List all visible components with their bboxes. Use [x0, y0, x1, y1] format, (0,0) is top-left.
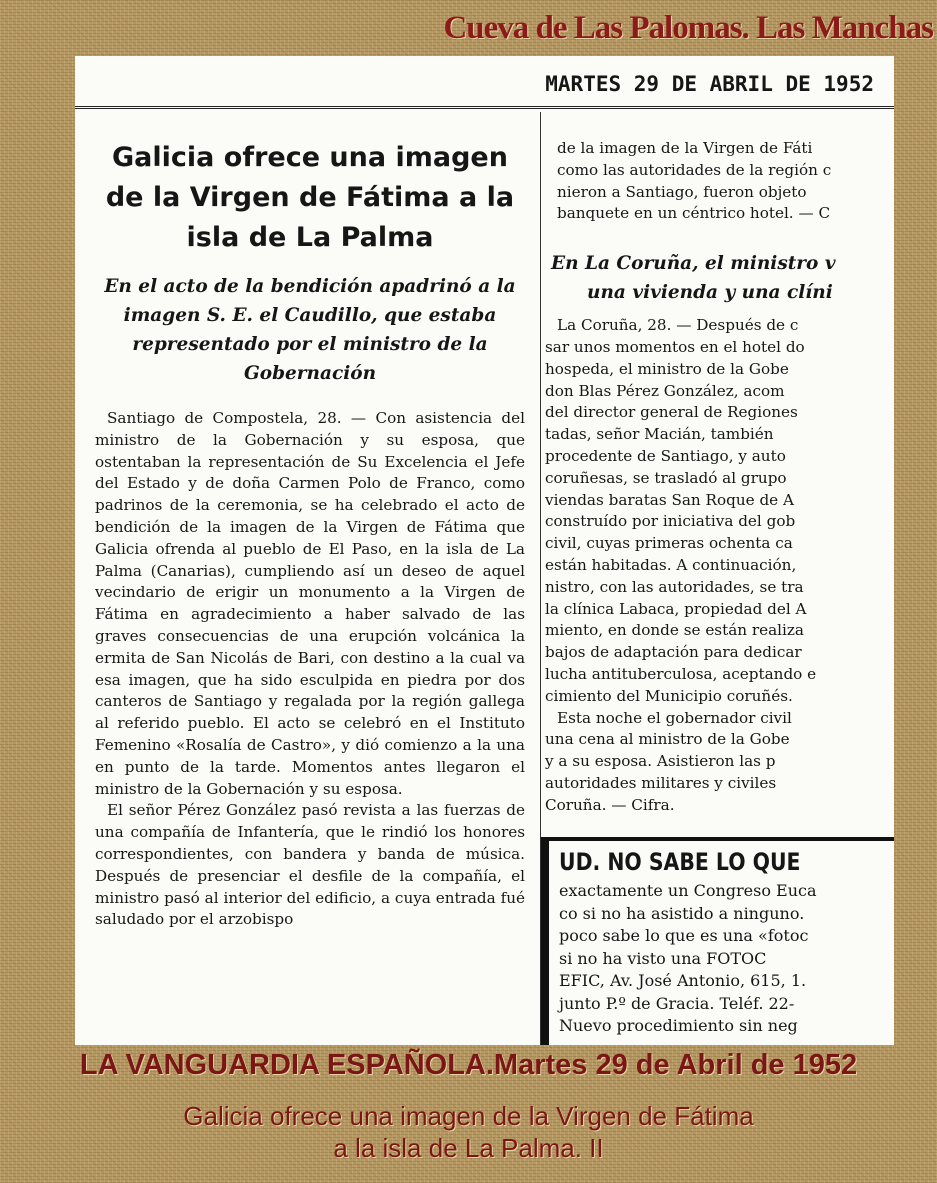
text-line: de la imagen de la Virgen de Fáti: [557, 139, 813, 157]
article-subhead: En el acto de la bendición apadrinó a la imagen S. E. el Caudillo, que estaba representado por el ministro de la Gobernación: [104, 276, 516, 384]
text-line: nistro, con las autoridades, se tra: [545, 577, 804, 596]
text-line: nieron a Santiago, fueron objeto: [557, 182, 807, 201]
continued-text: [545, 138, 894, 225]
overlay-caption: [0, 1046, 937, 1164]
text-line: junto P.º de Gracia. Teléf. 22-: [559, 993, 795, 1013]
text-line: bajos de adaptación para dedicar: [545, 643, 802, 662]
article-column-left: [95, 138, 525, 931]
text-line: Esta noche el gobernador civil: [557, 708, 792, 727]
text-line: civil, cuyas primeras ochenta ca: [545, 534, 793, 553]
overlay-title: Cueva de Las Palomas. Las Manchas: [443, 10, 933, 46]
text-line: como las autoridades de la región c: [557, 160, 832, 179]
second-article-headline: [551, 249, 894, 307]
text-line: viendas baratas San Roque de A: [545, 490, 794, 509]
article-body: [95, 408, 525, 931]
text-line: construído por iniciativa del gob: [545, 512, 796, 531]
text-line: autoridades militares y civiles: [545, 773, 777, 792]
text-line: banquete en un céntrico hotel. — C: [557, 204, 831, 223]
advert-rule: [541, 837, 894, 841]
text-line: poco sabe lo que es una «fotoc: [559, 926, 809, 945]
text-line: La Coruña, 28. — Después de c: [557, 316, 799, 335]
text-line: lucha antituberculosa, aceptando e: [545, 664, 817, 683]
text-line: y a su esposa. Asistieron las p: [545, 752, 776, 771]
text-line: del director general de Regiones: [545, 403, 798, 422]
advert-body: [559, 880, 843, 1038]
advert-title: UD. NO SABE LO QUE: [559, 848, 801, 876]
text-line: si no ha visto una FOTOC: [559, 948, 767, 968]
caption-title-line: Galicia ofrece una imagen de la Virgen de Fátima: [183, 1101, 754, 1131]
advertisement: [559, 848, 843, 1038]
article-paragraph: Santiago de Compostela, 28. — Con asistencia del ministro de la Gobernación y su esposa, que ostentaban la representación de Su Excelencia el Jefe del Estado y de doña Carmen Polo de Franco, como padrinos de la ceremonia, se ha celebrado el acto de bendición de la imagen de la Virgen de Fátima que Galicia ofrenda al pueblo de El Paso, en la isla de La Palma (Canarias), cumpliendo así un deseo de aquel vecindario de erigir un monumento a la Virgen de Fátima en agradecimiento a haber salvado de las graves consecuencias de una erupción volcánica la ermita de San Nicolás de Bari, con destino a la cual va esa imagen, que ha sido esculpida en piedra por dos canteros de Santiago y regalada por la región gallega al referido pueblo. El acto se celebró en el Instituto Femenino «Rosalía de Castro», y dió comienzo a la una en punto de la tarde. Momentos antes llegaron el ministro de la Gobernación y su esposa.: [95, 409, 525, 798]
article-column-right: [541, 138, 894, 817]
text-line: miento, en donde se están realiza: [545, 621, 804, 640]
text-line: la clínica Labaca, propiedad del A: [545, 599, 807, 618]
advert-border: [541, 837, 549, 1045]
text-line: EFIC, Av. José Antonio, 615, 1.: [559, 971, 807, 990]
text-line: una cena al ministro de la Gobe: [545, 730, 790, 749]
text-line: coruñesas, se trasladó al grupo: [545, 468, 787, 487]
second-article-body: [545, 315, 894, 816]
text-line: co si no ha asistido a ninguno.: [559, 903, 805, 923]
text-line: hospeda, el ministro de la Gobe: [545, 359, 789, 378]
text-line: exactamente un Congreso Euca: [559, 881, 817, 900]
caption-title: [0, 1100, 937, 1164]
text-line: tadas, señor Macián, también: [545, 425, 774, 444]
newspaper-dateline: MARTES 29 DE ABRIL DE 1952: [545, 72, 874, 96]
caption-source: LA VANGUARDIA ESPAÑOLA.Martes 29 de Abril de 1952: [79, 1049, 858, 1081]
text-line: procedente de Santiago, y auto: [545, 446, 786, 465]
text-line: Coruña. — Cifra.: [545, 795, 675, 814]
text-line: cimiento del Municipio coruñés.: [545, 686, 793, 705]
article-headline: Galicia ofrece una imagen de la Virgen de Fátima a la isla de La Palma: [105, 142, 515, 253]
article-paragraph: El señor Pérez González pasó revista a las fuerzas de una compañía de Infantería, que le rindió los honores correspondientes, con bandera y banda de música. Después de presenciar el desfile de la compañía, el ministro pasó al interior del edificio, a cuya entrada fué saludado por el arzobispo: [95, 801, 525, 929]
header-rule: [75, 106, 894, 109]
text-line: Nuevo procedimiento sin neg: [559, 1016, 798, 1035]
text-line: don Blas Pérez González, acom: [545, 381, 785, 400]
text-line: están habitadas. A continuación,: [545, 555, 797, 574]
headline-line: una vivienda y una clíni: [587, 282, 833, 304]
text-line: sar unos momentos en el hotel do: [545, 337, 805, 356]
caption-title-line: a la isla de La Palma. II: [333, 1133, 604, 1163]
headline-line: En La Coruña, el ministro v: [551, 253, 836, 275]
newspaper-clipping: [75, 56, 894, 1045]
